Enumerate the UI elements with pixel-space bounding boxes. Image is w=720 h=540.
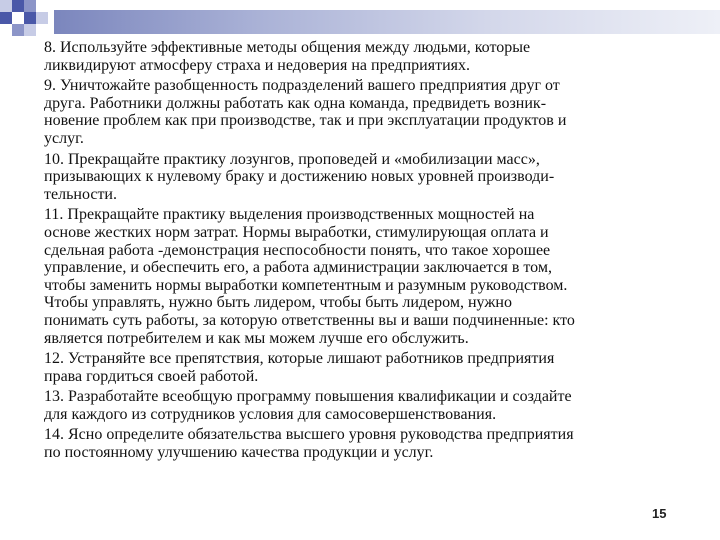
page-number: 15 — [652, 506, 667, 521]
text-line: управление, и обеспечить его, а работа администрации заключается в том, — [44, 259, 552, 277]
text-line: призывающих к нулевому браку и достижению новых уровней производи- — [44, 168, 555, 186]
text-line: друга. Работники должны работать как одна команда, предвидеть возник- — [44, 94, 547, 112]
decor-square — [0, 12, 12, 24]
decor-square — [24, 24, 36, 36]
header-decoration — [0, 0, 720, 44]
decor-square — [24, 0, 36, 12]
text-line: Чтобы управлять, нужно быть лидером, чтобы быть лидером, нужно — [44, 294, 512, 312]
decor-square — [12, 24, 24, 36]
decor-square — [24, 12, 36, 24]
list-item — [44, 426, 684, 461]
text-line: 9. Уничтожайте разобщенность подразделений вашего предприятия друг от — [44, 77, 560, 95]
slide-body — [44, 39, 684, 465]
text-line: по постоянному улучшению качества продукции и услуг. — [44, 444, 434, 462]
decor-square — [12, 0, 24, 12]
text-line: 12. Устраняйте все препятствия, которые лишают работников предприятия — [44, 350, 555, 368]
text-line: для каждого из сотрудников условия для самосовершенствования. — [44, 405, 497, 423]
list-item — [44, 388, 684, 423]
text-line: является потребителем и как мы можем лучше его обслужить. — [44, 329, 469, 347]
text-line: 14. Ясно определите обязательства высшего уровня руководства предприятия — [44, 426, 574, 444]
text-line: сдельная работа -демонстрация неспособности понять, что такое хорошее — [44, 241, 551, 259]
list-item — [44, 39, 684, 74]
decor-gradient-bar — [54, 10, 720, 34]
text-line: новение проблем как при производстве, так и при эксплуатации продуктов и — [44, 112, 567, 130]
list-item — [44, 151, 684, 204]
list-item — [44, 77, 684, 147]
text-line: 8. Используйте эффективные методы общения между людьми, которые — [44, 39, 531, 56]
list-item — [44, 350, 684, 385]
text-line: 10. Прекращайте практику лозунгов, проповедей и «мобилизации масс», — [44, 150, 540, 168]
text-line: 13. Разработайте всеобщую программу повышения квалификации и создайте — [44, 388, 572, 406]
decor-square — [12, 12, 24, 24]
text-line: услуг. — [44, 129, 84, 147]
text-line: ликвидируют атмосферу страха и недоверия на предприятиях. — [44, 56, 470, 74]
text-line: права гордиться своей работой. — [44, 367, 259, 385]
text-line: чтобы заменить нормы выработки компетентным и разумным руководством. — [44, 276, 568, 294]
text-line: 11. Прекращайте практику выделения производственных мощностей на — [44, 206, 535, 224]
text-line: основе жестких норм затрат. Нормы выработки, стимулирующая оплата и — [44, 223, 549, 241]
decor-square — [36, 12, 48, 24]
text-line: тельности. — [44, 185, 117, 203]
text-line: понимать суть работы, за которую ответственны вы и ваши подчиненные: кто — [44, 311, 575, 329]
list-item — [44, 206, 684, 347]
decor-square — [0, 0, 12, 12]
